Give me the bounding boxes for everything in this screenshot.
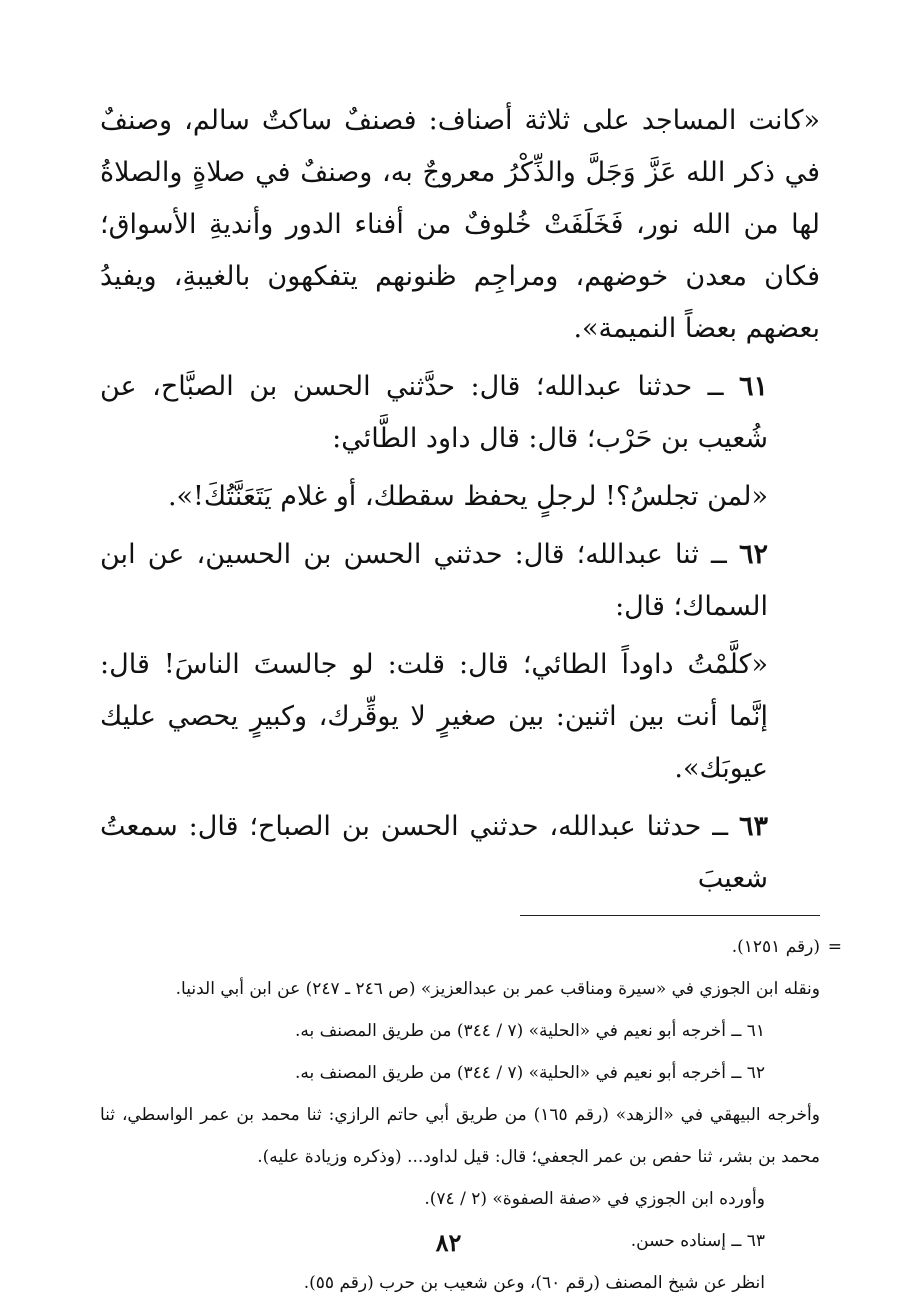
footnote-line-5: وأخرجه البيهقي في «الزهد» (رقم ١٦٥) من طريق أبي حاتم الرازي: ثنا محمد بن عمر الواسطي، ثنا محمد بن بشر، ثنا حفص بن عمر الجعفي؛ قال: قيل لداود... (وذكره وزيادة عليه).: [100, 1105, 820, 1167]
entry-number-61: ٦١: [738, 371, 768, 402]
entry-63: [100, 801, 820, 905]
continuation-mark: =: [827, 937, 842, 957]
footnote-line-2: ونقله ابن الجوزي في «سيرة ومناقب عمر بن عبدالعزيز» (ص ٢٤٦ ـ ٢٤٧) عن ابن أبي الدنيا.: [175, 979, 820, 999]
entry-text-61: ــ حدثنا عبدالله؛ قال: حدَّثني الحسن بن الصبَّاح، عن شُعيب بن حَرْب؛ قال: قال داود الطَّائي:: [100, 371, 768, 454]
page-number: ٨٢: [435, 1228, 462, 1257]
entry-text-62: ــ ثنا عبدالله؛ قال: حدثني الحسن بن الحسين، عن ابن السماك؛ قال:: [100, 539, 768, 622]
entry-text-63: ــ حدثنا عبدالله، حدثني الحسن بن الصباح؛ قال: سمعتُ شعيبَ: [100, 811, 768, 894]
footnote-line-8: انظر عن شيخ المصنف (رقم ٦٠)، وعن شعيب بن حرب (رقم ٥٥).: [303, 1273, 765, 1293]
entry-61: [100, 361, 820, 465]
paragraph-quote-60: «كانت المساجد على ثلاثة أصناف: فصنفٌ ساكتٌ سالم، وصنفٌ في ذكر الله عَزَّ وَجَلَّ والذِّكْرُ معروجٌ به، وصنفٌ في صلاةٍ والصلاةُ لها من الله نور، فَخَلَفَتْ خُلوفٌ من أفناء الدور وأنديةِ الأسواق؛ فكان معدن خوضهم، ومراجِم ظنونهم يتفكهون بالغيبةِ، ويفيدُ بعضهم بعضاً النميمة».: [100, 105, 820, 344]
footnote-line-1: (رقم ١٢٥١).: [731, 937, 820, 957]
entry-62: [100, 529, 820, 633]
quote-61: «لمن تجلسُ؟! لرجلٍ يحفظ سقطك، أو غلام يَتَعَنَّتُكَ!».: [167, 481, 768, 512]
entry-number-62: ٦٢: [738, 539, 768, 570]
footnote-divider: [520, 915, 820, 916]
footnote-63: ٦٣ ــ إسناده حسن.: [630, 1231, 765, 1251]
entry-number-63: ٦٣: [738, 811, 768, 842]
footnote-line-6: وأورده ابن الجوزي في «صفة الصفوة» (٢ / ٧٤).: [424, 1189, 765, 1209]
footnote-61: ٦١ ــ أخرجه أبو نعيم في «الحلية» (٧ / ٣٤٤) من طريق المصنف به.: [294, 1021, 765, 1041]
main-text: [100, 95, 820, 905]
footnote-62: ٦٢ ــ أخرجه أبو نعيم في «الحلية» (٧ / ٣٤٤) من طريق المصنف به.: [294, 1063, 765, 1083]
document-page: [100, 95, 842, 1304]
quote-62: «كلَّمْتُ داوداً الطائي؛ قال: قلت: لو جالستَ الناسَ! قال: إنَّما أنت بين اثنين: بين صغيرٍ لا يوقِّرك، وكبيرٍ يحصي عليك عيوبَك».: [100, 649, 768, 784]
